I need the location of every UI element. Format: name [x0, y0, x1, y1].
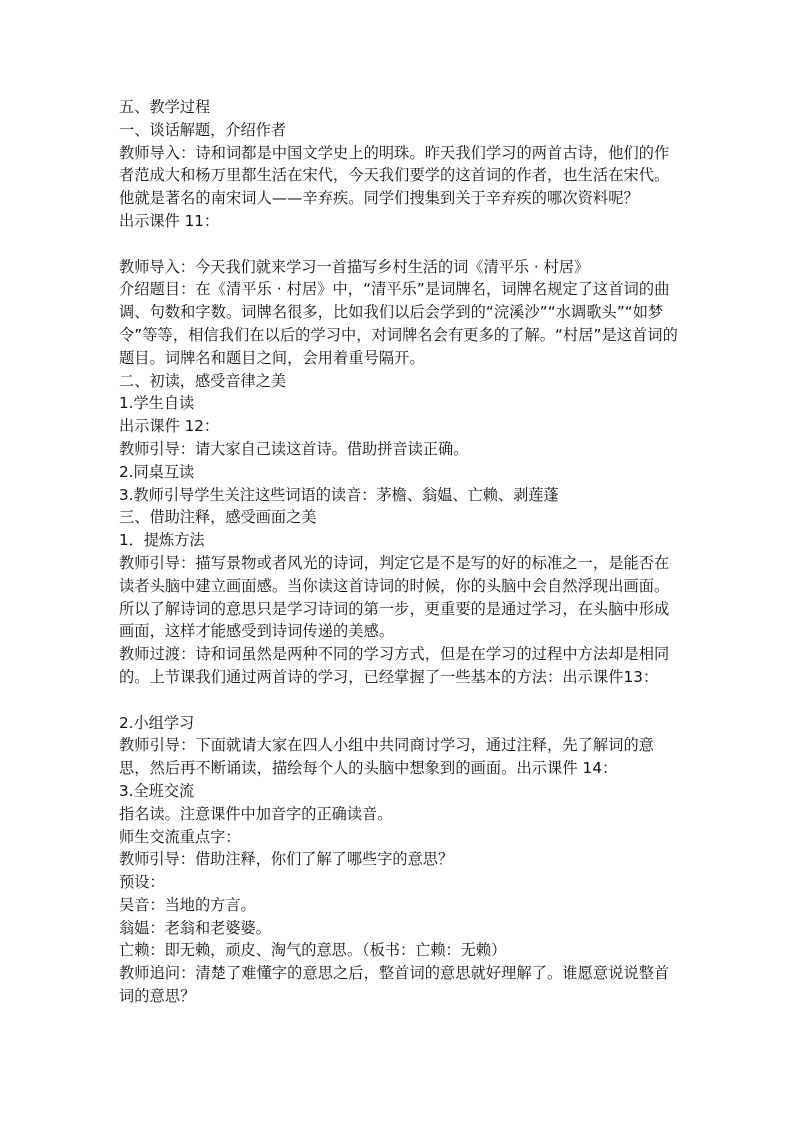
part3-step2: 2.小组学习 [119, 713, 195, 732]
key-words-line: 师生交流重点字： [119, 827, 241, 846]
followup-paragraph: 教师追问：清楚了难懂字的意思之后，整首词的意思就好理解了。谁愿意说说整首词的意思？ [119, 964, 670, 1006]
part2-step2: 2.同桌互读 [119, 462, 195, 481]
part3-heading: 三、借助注释，感受画面之美 [119, 508, 317, 527]
part2-guide: 教师引导：请大家自己读这首诗。借助拼音读正确。 [119, 439, 469, 458]
group-study-paragraph: 教师引导：下面就请大家在四人小组中共同商讨学习，通过注释，先了解词的意思，然后再不断诵读，描绘每个人的头脑中想象到的画面。出示课件 14： [119, 736, 655, 778]
document-body [119, 96, 679, 1008]
part1-heading: 一、谈话解题，介绍作者 [119, 120, 287, 139]
section-title: 五、教学过程 [119, 98, 211, 116]
part2-step1: 1.学生自读 [119, 394, 195, 413]
part3-guide-paragraph: 教师引导：描写景物或者风光的诗词，判定它是不是写的好的标准之一，是能否在读者头脑中建立画面感。当你读这首诗词的时候，你的头脑中会自然浮现出画面。所以了解诗词的意思只是学习诗词的第一步，更重要的是通过学习，在头脑中形成画面，这样才能感受到诗词传递的美感。 [119, 553, 670, 641]
part3-step3: 3.全班交流 [119, 781, 195, 800]
part3-step1: 1．提炼方法 [119, 531, 205, 550]
part1-intro-paragraph: 教师导入：诗和词都是中国文学史上的明珠。昨天我们学习的两首古诗，他们的作者范成大和杨万里都生活在宋代，今天我们要学的这首词的作者，也生活在宋代。他就是著名的南宋词人——辛弃疾。同学们搜集到关于辛弃疾的哪次资料呢？ [119, 143, 670, 208]
part2-heading: 二、初读，感受音律之美 [119, 371, 287, 390]
read-names-line: 指名读。注意课件中加音字的正确读音。 [119, 804, 393, 823]
part2-step3: 3.教师引导学生关注这些词语的读音：茅檐、翁媪、亡赖、剥莲蓬 [119, 485, 559, 504]
wanglai-line: 亡赖：即无赖，顽皮、淘气的意思。（板书：亡赖：无赖） [119, 941, 507, 960]
part1-intro2: 教师导入：今天我们就来学习一首描写乡村生活的词《清平乐 · 村居》 [119, 257, 590, 276]
question-line: 教师引导：借助注释，你们了解了哪些字的意思？ [119, 850, 454, 869]
wengao-line: 翁媪：老翁和老婆婆。 [119, 918, 271, 937]
part3-transition-paragraph: 教师过渡：诗和词虽然是两种不同的学习方式，但是在学习的过程中方法却是相同的。上节课我们通过两首诗的学习，已经掌握了一些基本的方法：出示课件13： [119, 645, 670, 686]
preset-line: 预设： [119, 873, 165, 892]
courseware-12-label: 出示课件 12： [119, 417, 220, 436]
courseware-11-label: 出示课件 11： [119, 211, 220, 230]
title-intro-paragraph: 介绍题目：在《清平乐 · 村居》中，“清平乐”是词牌名，词牌名规定了这首词的曲调、句数和字数。词牌名很多，比如我们以后会学到的“浣溪沙”“水调歌头”“如梦令”等等，相信我们在以后的学习中，对词牌名会有更多的了解。“村居”是这首词的题目。词牌名和题目之间，会用着重号隔开。 [119, 280, 678, 367]
blank-line [119, 689, 679, 712]
blank-line [119, 233, 679, 256]
wuyin-line: 吴音：当地的方言。 [119, 895, 256, 914]
